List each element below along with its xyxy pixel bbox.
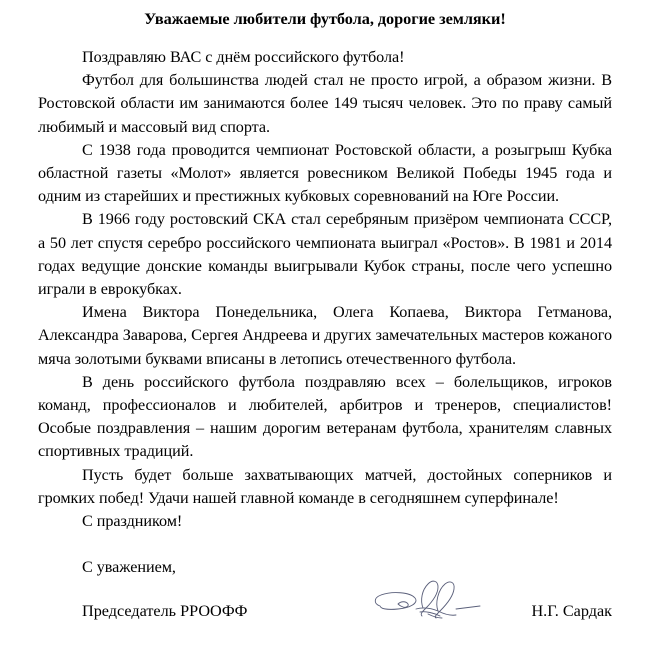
signer-name: Н.Г. Сардак — [531, 602, 612, 620]
paragraph-wishes: Пусть будет больше захватывающих матчей, достойных соперников и громких побед! Удачи нашей главной команде в сегодняшнем суперфинале! — [38, 465, 612, 507]
paragraph-greeting: Поздравляю ВАС с днём российского футбола! — [82, 48, 405, 66]
closing-regards: С уважением, — [82, 558, 176, 577]
document-title: Уважаемые любители футбола, дорогие земляки! — [144, 9, 506, 28]
handwritten-signature-icon — [368, 578, 498, 624]
signature-block — [38, 600, 612, 626]
signer-position-title: Председатель РРООФФ — [82, 602, 248, 620]
paragraph-famous-players: Имена Виктора Понедельника, Олега Копаева, Виктора Гетманова, Александра Заварова, Сергея Андреева и других замечательных мастеров кожаного мяча золотыми буквами вписаны в летопись отечественного футбола. — [38, 303, 612, 368]
paragraph-ska-rostov: В 1966 году ростовский СКА стал серебряным призёром чемпионата СССР, а 50 лет спустя серебро российского чемпионата выиграл «Ростов». В 1981 и 2014 годах ведущие донские команды выигрывали Кубок страны, после чего успешно играли в еврокубках. — [38, 210, 612, 299]
document-body — [38, 46, 612, 580]
paragraph-football-lifestyle: Футбол для большинства людей стал не просто игрой, а образом жизни. В Ростовской области им занимаются более 149 тысяч человек. Это по праву самый любимый и массовый вид спорта. — [38, 71, 612, 136]
paragraph-congratulations: В день российского футбола поздравляю всех – болельщиков, игроков команд, профессионалов и любителей, арбитров и тренеров, специалистов! Особые поздравления – нашим дорогим ветеранам футбола, хранителям славных спортивных традиций. — [38, 372, 612, 461]
spacer — [38, 533, 612, 556]
closing-greeting: С праздником! — [82, 512, 183, 531]
paragraph-championship-history: С 1938 года проводится чемпионат Ростовской области, а розыгрыш Кубка областной газеты «Молот» является ровесником Великой Победы 1945 года и одним из старейших и престижных кубковых соревнований на Юге России. — [38, 140, 612, 206]
